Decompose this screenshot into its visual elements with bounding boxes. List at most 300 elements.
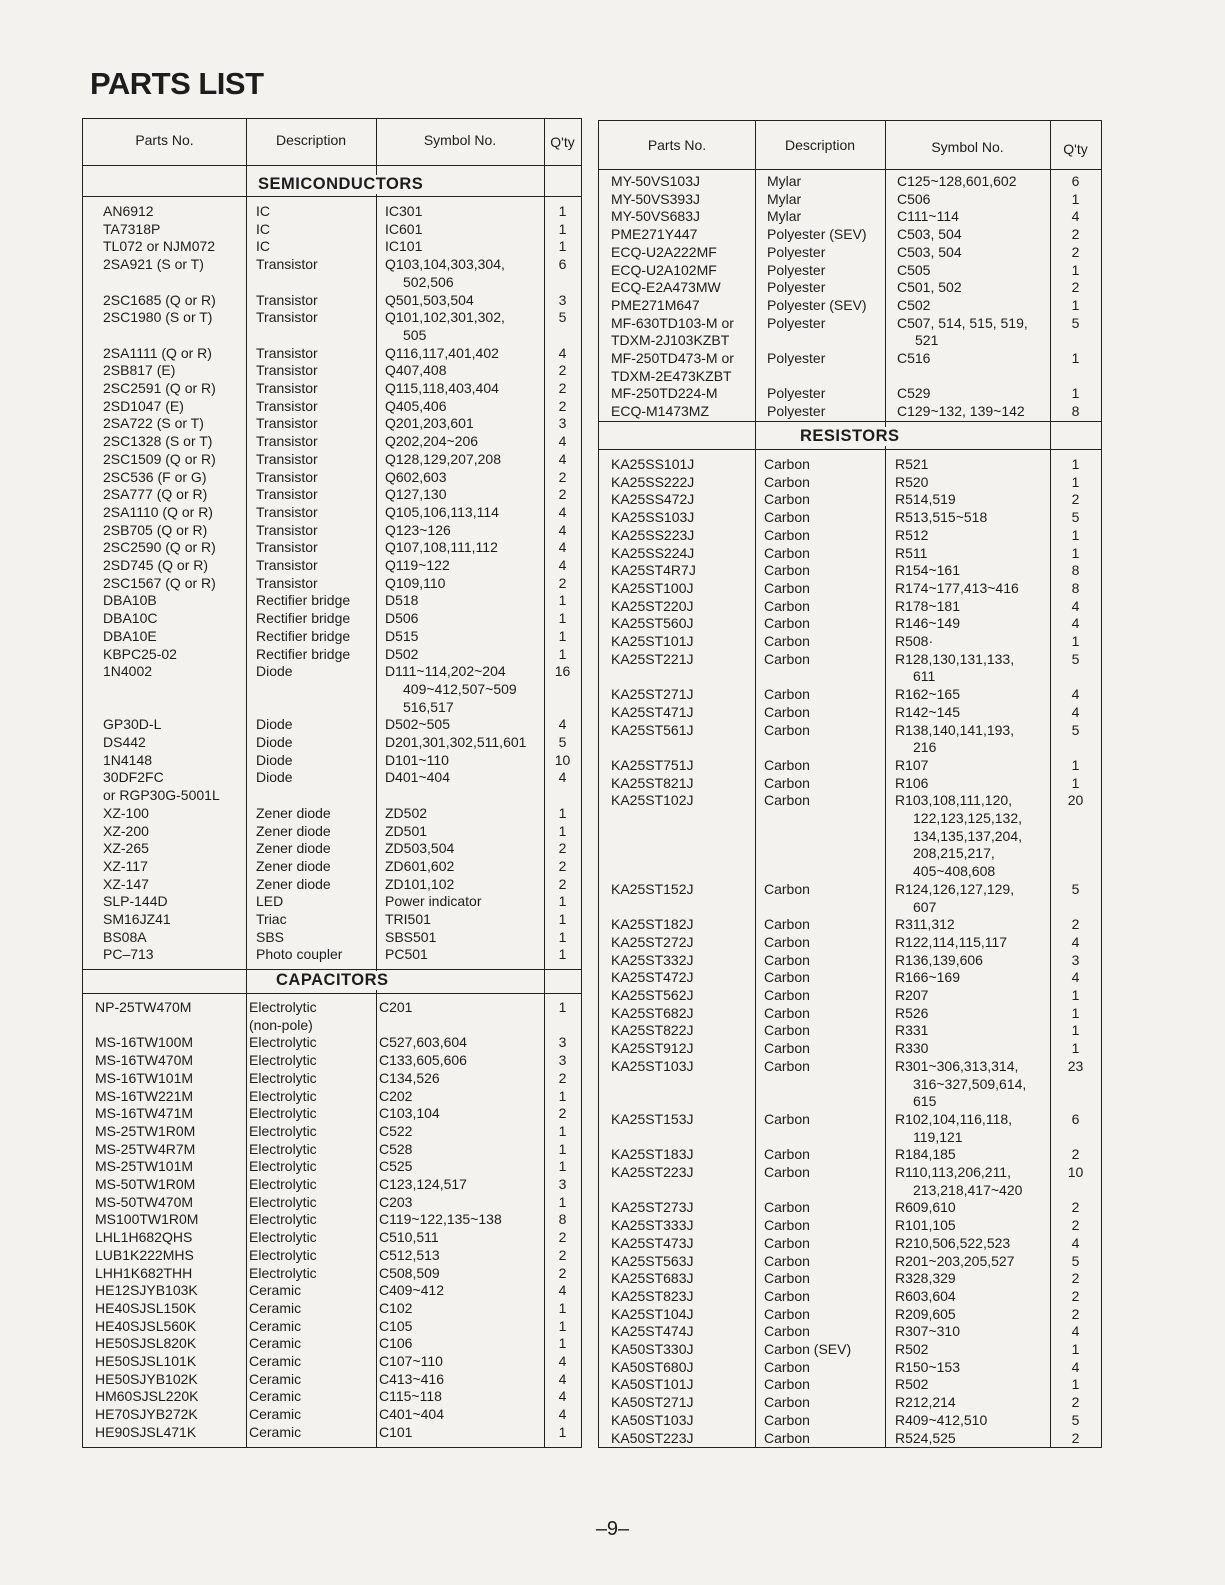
quantity-cell: 2 — [1071, 1217, 1080, 1234]
symbol-number-cell: R138,140,141,193, — [895, 721, 1015, 738]
table-row — [83, 238, 581, 256]
part-number-cell: KA25ST223J — [611, 1164, 694, 1180]
symbol-number-cell: D401~404 — [385, 769, 451, 786]
symbol-number-cell: R150~153 — [895, 1358, 961, 1375]
symbol-number-cell: C503, 504 — [897, 226, 962, 243]
part-number-cell: KA25ST823J — [611, 1287, 694, 1304]
symbol-number-cell: Q202,204~206 — [385, 433, 479, 450]
symbol-number-cell: R136,139,606 — [895, 951, 983, 968]
table-row — [599, 792, 1101, 810]
symbol-number-cell: 119,121 — [913, 1128, 963, 1145]
quantity-cell: 5 — [1071, 509, 1080, 526]
part-number-cell: 2SB817 (E) — [103, 362, 176, 379]
quantity-cell: 1 — [1071, 756, 1080, 773]
description-cell: Carbon — [764, 1287, 810, 1304]
symbol-number-cell: 607 — [913, 898, 937, 915]
description-cell: Transistor — [256, 521, 318, 538]
symbol-number-cell: C413~416 — [379, 1370, 445, 1387]
part-number-cell: XZ-100 — [103, 804, 149, 821]
description-cell: Carbon — [764, 1270, 810, 1287]
symbol-number-cell: C503, 504 — [897, 243, 962, 260]
section-capacitors: CAPACITORS — [273, 971, 392, 990]
description-cell: Electrolytic — [249, 1087, 317, 1104]
symbol-number-cell: R142~145 — [895, 703, 961, 720]
description-cell: Carbon — [764, 1199, 810, 1216]
part-number-cell: XZ-200 — [103, 822, 149, 839]
table-row — [83, 769, 581, 787]
symbol-number-cell: ZD503,504 — [385, 840, 455, 857]
table-row — [83, 805, 581, 823]
description-cell: Carbon — [764, 509, 810, 526]
quantity-cell: 4 — [1071, 703, 1080, 720]
symbol-number-cell: C105 — [379, 1317, 413, 1334]
quantity-cell: 1 — [1071, 774, 1080, 791]
description-cell: LED — [256, 893, 284, 910]
table-row — [83, 1211, 581, 1229]
quantity-cell: 1 — [558, 1193, 567, 1210]
part-number-cell: DS442 — [103, 734, 146, 750]
description-cell: IC — [256, 238, 270, 255]
table-row — [599, 350, 1101, 368]
quantity-cell: 1 — [1071, 296, 1080, 313]
symbol-number-cell: D506 — [385, 610, 419, 627]
table-row — [83, 575, 581, 593]
symbol-number-cell: C516 — [897, 350, 931, 366]
description-cell: Ceramic — [249, 1370, 302, 1387]
description-cell: Carbon — [764, 1217, 810, 1234]
part-number-cell: MY-50VS393J — [611, 190, 700, 207]
description-cell: Carbon — [764, 703, 810, 720]
quantity-cell: 1 — [1071, 633, 1080, 649]
quantity-cell: 1 — [1071, 1376, 1080, 1393]
description-cell: Zener diode — [256, 875, 331, 892]
description-cell: IC — [256, 220, 270, 237]
description-cell: Electrolytic — [249, 1193, 317, 1210]
description-cell: Ceramic — [249, 1299, 302, 1316]
description-cell: (non-pole) — [249, 1016, 313, 1033]
description-cell: Carbon — [764, 1252, 810, 1269]
description-cell: Carbon — [764, 1376, 810, 1393]
table-row — [599, 916, 1101, 934]
symbol-number-cell: R102,104,116,118, — [895, 1110, 1013, 1127]
symbol-number-cell: C201 — [379, 999, 413, 1015]
symbol-number-cell: C507, 514, 515, 519, — [897, 314, 1028, 331]
quantity-cell: 20 — [1067, 792, 1084, 809]
table-row — [83, 221, 581, 239]
part-number-cell: MF-250TD224-M — [611, 385, 718, 402]
symbol-number-cell: C106 — [379, 1335, 413, 1352]
quantity-cell: 5 — [558, 734, 567, 750]
part-number-cell: MS-16TW471M — [95, 1105, 194, 1122]
part-number-cell: 2SB705 (Q or R) — [103, 521, 208, 538]
description-cell: Carbon — [764, 1305, 810, 1322]
quantity-cell: 4 — [558, 1353, 567, 1369]
quantity-cell: 1 — [558, 627, 567, 644]
symbol-number-cell: Q103,104,303,304, — [385, 256, 505, 273]
header-quantity: Q'ty — [550, 134, 575, 150]
part-number-cell: LHH1K682THH — [95, 1264, 193, 1281]
quantity-cell: 5 — [558, 309, 567, 326]
part-number-cell: ECQ-E2A473MW — [611, 279, 721, 296]
table-row — [83, 1052, 581, 1070]
description-cell: Zener diode — [256, 857, 331, 874]
symbol-number-cell: C115~118 — [379, 1388, 442, 1405]
quantity-cell: 1 — [558, 645, 567, 662]
description-cell: Electrolytic — [249, 999, 317, 1015]
section-rule — [83, 969, 581, 970]
quantity-cell: 1 — [1071, 350, 1080, 366]
quantity-cell: 2 — [558, 380, 567, 396]
table-row — [599, 1306, 1101, 1324]
part-number-cell: LUB1K222MHS — [95, 1246, 194, 1263]
symbol-number-cell: D518 — [385, 592, 419, 609]
symbol-number-cell: C409~412 — [379, 1282, 445, 1299]
quantity-cell: 2 — [558, 1229, 567, 1246]
part-number-cell: MY-50VS683J — [611, 208, 700, 225]
description-cell: Carbon — [764, 951, 810, 968]
symbol-number-cell: 405~408,608 — [913, 863, 996, 880]
symbol-number-cell: R524,525 — [895, 1429, 956, 1446]
table-row — [599, 1022, 1101, 1040]
symbol-number-cell: Q119~122 — [385, 557, 450, 573]
quantity-cell: 2 — [1071, 1394, 1080, 1411]
table-row — [599, 244, 1101, 262]
header-rule — [83, 165, 581, 166]
table-row — [599, 828, 1101, 846]
symbol-number-cell: R330 — [895, 1040, 929, 1057]
part-number-cell: AN6912 — [103, 203, 154, 219]
quantity-cell: 4 — [1071, 1234, 1080, 1251]
part-number-cell: KA25SS224J — [611, 544, 695, 561]
quantity-cell: 2 — [558, 875, 567, 892]
part-number-cell: ECQ-U2A222MF — [611, 243, 717, 260]
part-number-cell: KA25ST183J — [611, 1146, 694, 1163]
quantity-cell: 2 — [1071, 1146, 1080, 1163]
table-row — [83, 539, 581, 557]
symbol-number-cell: 213,218,417~420 — [913, 1181, 1023, 1198]
description-cell: Triac — [256, 911, 287, 927]
part-number-cell: KA25ST182J — [611, 916, 694, 933]
part-number-cell: 30DF2FC — [103, 769, 164, 786]
symbol-number-cell: Q101,102,301,302, — [385, 309, 505, 326]
quantity-cell: 1 — [558, 203, 567, 219]
part-number-cell: KA25ST220J — [611, 597, 694, 614]
description-cell: Transistor — [256, 380, 318, 396]
symbol-number-cell: R520 — [895, 473, 929, 490]
part-number-cell: 1N4002 — [103, 663, 153, 680]
table-row — [599, 863, 1101, 881]
quantity-cell: 3 — [558, 291, 567, 308]
quantity-cell: 1 — [1071, 190, 1080, 207]
symbol-number-cell: IC301 — [385, 203, 423, 219]
symbol-number-cell: 216 — [913, 739, 937, 756]
quantity-cell: 1 — [558, 1087, 567, 1104]
part-number-cell: KA25ST821J — [611, 774, 694, 791]
part-number-cell: MF-250TD473-M or — [611, 350, 734, 366]
symbol-number-cell: R502 — [895, 1376, 929, 1393]
quantity-cell: 1 — [558, 999, 567, 1015]
symbol-number-cell: 316~327,509,614, — [913, 1075, 1027, 1092]
description-cell: Carbon — [764, 1394, 810, 1411]
table-row — [599, 1359, 1101, 1377]
symbol-number-cell: R154~161 — [895, 562, 961, 579]
symbol-number-cell: Q201,203,601 — [385, 415, 474, 432]
symbol-number-cell: PC501 — [385, 946, 428, 963]
description-cell: Transistor — [256, 486, 318, 503]
quantity-cell: 5 — [1071, 1252, 1080, 1269]
quantity-cell: 1 — [1071, 261, 1080, 278]
table-row — [599, 208, 1101, 226]
table-row — [83, 663, 581, 681]
symbol-number-cell: C134,526 — [379, 1069, 440, 1086]
quantity-cell: 4 — [558, 539, 567, 556]
symbol-number-cell: D515 — [385, 627, 419, 644]
description-cell: Carbon — [764, 1040, 810, 1057]
symbol-number-cell: D502~505 — [385, 716, 451, 733]
part-number-cell: KA25ST221J — [611, 650, 694, 667]
table-row — [599, 1005, 1101, 1023]
quantity-cell: 1 — [558, 911, 567, 927]
part-number-cell: 2SC1567 (Q or R) — [103, 574, 216, 591]
table-row — [83, 1194, 581, 1212]
table-row — [83, 415, 581, 433]
symbol-number-cell: C508,509 — [379, 1264, 440, 1281]
table-row — [83, 1070, 581, 1088]
table-row — [599, 1076, 1101, 1094]
quantity-cell: 4 — [1071, 615, 1080, 632]
quantity-cell: 1 — [558, 822, 567, 839]
part-number-cell: PC–713 — [103, 946, 154, 963]
quantity-cell: 4 — [1071, 597, 1080, 614]
description-cell: Ceramic — [249, 1423, 302, 1440]
description-cell: Transistor — [256, 362, 318, 379]
quantity-cell: 1 — [1071, 1004, 1080, 1021]
description-cell: Polyester — [767, 403, 826, 420]
symbol-number-cell: D101~110 — [385, 751, 449, 768]
header-description: Description — [784, 137, 856, 153]
description-cell: Transistor — [256, 415, 318, 432]
description-cell: Electrolytic — [249, 1034, 317, 1051]
table-row — [599, 509, 1101, 527]
description-cell: Carbon — [764, 721, 810, 738]
description-cell: Diode — [256, 734, 293, 750]
part-number-cell: MS-16TW221M — [95, 1087, 194, 1104]
symbol-number-cell: 134,135,137,204, — [913, 827, 1022, 844]
part-number-cell: 2SC2590 (Q or R) — [103, 539, 216, 556]
quantity-cell: 1 — [1071, 1341, 1080, 1357]
quantity-cell: 3 — [558, 1176, 567, 1192]
part-number-cell: 2SC2591 (Q or R) — [103, 380, 216, 396]
symbol-number-cell: C501, 502 — [897, 279, 962, 296]
part-number-cell: KA25ST4R7J — [611, 562, 696, 579]
symbol-number-cell: C125~128,601,602 — [897, 173, 1017, 189]
description-cell: Transistor — [256, 503, 318, 520]
symbol-number-cell: R201~203,205,527 — [895, 1252, 1015, 1269]
quantity-cell: 2 — [1071, 491, 1080, 508]
symbol-number-cell: R511 — [895, 544, 928, 561]
table-row — [599, 1323, 1101, 1341]
table-row — [599, 598, 1101, 616]
table-row — [599, 297, 1101, 315]
quantity-cell: 1 — [558, 804, 567, 821]
table-row — [83, 610, 581, 628]
symbol-number-cell: C522 — [379, 1122, 413, 1139]
quantity-cell: 5 — [1071, 880, 1080, 897]
part-number-cell: ECQ-U2A102MF — [611, 261, 717, 278]
symbol-number-cell: IC101 — [385, 238, 423, 255]
symbol-number-cell: Q123~126 — [385, 521, 451, 538]
quantity-cell: 3 — [558, 1052, 567, 1069]
quantity-cell: 4 — [558, 557, 567, 573]
quantity-cell: 1 — [1071, 987, 1080, 1003]
part-number-cell: HE70SJYB272K — [95, 1406, 198, 1423]
part-number-cell: MS-16TW470M — [95, 1052, 194, 1069]
quantity-cell: 4 — [558, 450, 567, 467]
quantity-cell: 1 — [1071, 385, 1080, 402]
description-cell: Transistor — [256, 344, 318, 361]
symbol-number-cell: 502,506 — [403, 273, 454, 290]
description-cell: Carbon — [764, 933, 810, 950]
part-number-cell: KA25ST912J — [611, 1040, 694, 1057]
symbol-number-cell: ZD502 — [385, 804, 428, 821]
part-number-cell: GP30D-L — [103, 716, 162, 733]
page-number: –9– — [595, 1518, 630, 1540]
part-number-cell: ECQ-M1473MZ — [611, 403, 710, 420]
description-cell: Electrolytic — [249, 1122, 317, 1139]
part-number-cell: HE90SJSL471K — [95, 1423, 197, 1440]
table-row — [83, 486, 581, 504]
symbol-number-cell: C133,605,606 — [379, 1052, 467, 1069]
description-cell: Mylar — [767, 173, 802, 189]
symbol-number-cell: C529 — [897, 385, 931, 402]
symbol-number-cell: ZD501 — [385, 822, 428, 839]
description-cell: Polyester (SEV) — [767, 296, 867, 313]
table-row — [83, 1105, 581, 1123]
table-row — [599, 1040, 1101, 1058]
table-row — [83, 504, 581, 522]
description-cell: Carbon — [764, 456, 810, 472]
description-cell: SBS — [256, 928, 285, 945]
table-row — [83, 362, 581, 380]
table-row — [83, 734, 581, 752]
description-cell: Transistor — [256, 468, 318, 485]
table-row — [599, 775, 1101, 793]
table-row — [83, 876, 581, 894]
part-number-cell: 2SA1110 (Q or R) — [103, 503, 213, 520]
quantity-cell: 6 — [1071, 1110, 1080, 1127]
description-cell: Carbon — [764, 1234, 810, 1251]
table-row — [83, 1247, 581, 1265]
description-cell: Carbon — [764, 756, 810, 773]
symbol-number-cell: C129~132, 139~142 — [897, 403, 1025, 420]
description-cell: Electrolytic — [249, 1264, 317, 1281]
quantity-cell: 2 — [1071, 279, 1080, 296]
table-row — [599, 562, 1101, 580]
symbol-number-cell: 615 — [913, 1093, 937, 1110]
symbol-number-cell: SBS501 — [385, 928, 437, 945]
description-cell: Electrolytic — [249, 1105, 317, 1122]
description-cell: Transistor — [256, 539, 318, 556]
symbol-number-cell: 521 — [915, 332, 939, 349]
table-row — [599, 1288, 1101, 1306]
quantity-cell: 5 — [1071, 1411, 1080, 1428]
part-number-cell: PME271M647 — [611, 296, 700, 313]
symbol-number-cell: 505 — [403, 326, 427, 343]
table-row — [83, 628, 581, 646]
description-cell: Carbon — [764, 792, 810, 809]
table-row — [83, 398, 581, 416]
table-row — [599, 1253, 1101, 1271]
header-rule — [599, 169, 1101, 170]
part-number-cell: 2SC1685 (Q or R) — [103, 291, 216, 308]
header-symbol-no: Symbol No. — [931, 139, 1004, 155]
description-cell: Ceramic — [249, 1317, 302, 1334]
part-number-cell: TDXM-2E473KZBT — [611, 367, 732, 384]
quantity-cell: 5 — [1071, 721, 1080, 738]
table-row — [83, 1034, 581, 1052]
symbol-number-cell: 516,517 — [403, 698, 454, 715]
table-row — [83, 1424, 581, 1442]
table-row — [83, 893, 581, 911]
symbol-number-cell: IC601 — [385, 220, 423, 237]
symbol-number-cell: C512,513 — [379, 1246, 440, 1263]
description-cell: Ceramic — [249, 1406, 302, 1423]
part-number-cell: KA25ST272J — [611, 933, 694, 950]
symbol-number-cell: Q116,117,401,402 — [385, 344, 499, 361]
part-number-cell: KA50ST223J — [611, 1429, 694, 1446]
section-rule — [83, 196, 581, 197]
quantity-cell: 1 — [558, 1122, 567, 1139]
quantity-cell: 8 — [1071, 403, 1080, 420]
table-row — [83, 911, 581, 929]
part-number-cell: KA25ST682J — [611, 1004, 694, 1021]
table-row — [83, 646, 581, 664]
table-row — [83, 451, 581, 469]
table-row — [599, 385, 1101, 403]
table-row — [83, 274, 581, 292]
part-number-cell: MS-50TW470M — [95, 1193, 194, 1210]
quantity-cell: 3 — [1071, 951, 1080, 968]
table-row — [83, 699, 581, 717]
part-number-cell: KA50ST103J — [611, 1411, 694, 1428]
left-parts-table — [82, 118, 582, 1448]
table-row — [599, 668, 1101, 686]
description-cell: Carbon — [764, 916, 810, 933]
part-number-cell: KA25SS103J — [611, 509, 695, 526]
table-row — [599, 1430, 1101, 1448]
table-row — [83, 1141, 581, 1159]
quantity-cell: 1 — [1071, 526, 1080, 543]
description-cell: Carbon — [764, 633, 810, 649]
part-number-cell: KA25ST563J — [611, 1252, 694, 1269]
section-rule — [83, 993, 581, 994]
part-number-cell: 1N4148 — [103, 751, 153, 768]
symbol-number-cell: R210,506,522,523 — [895, 1234, 1011, 1251]
symbol-number-cell: C101 — [379, 1423, 413, 1440]
description-cell: Diode — [256, 769, 293, 786]
part-number-cell: KA25ST101J — [611, 633, 694, 649]
part-number-cell: MS-25TW4R7M — [95, 1140, 196, 1157]
part-number-cell: XZ-265 — [103, 840, 149, 857]
quantity-cell: 2 — [558, 1246, 567, 1263]
symbol-number-cell: Power indicator — [385, 893, 482, 910]
description-cell: Rectifier bridge — [256, 645, 351, 662]
table-row — [599, 1146, 1101, 1164]
quantity-cell: 2 — [558, 1105, 567, 1122]
description-cell: Zener diode — [256, 804, 331, 821]
part-number-cell: HE50SJSL101K — [95, 1353, 197, 1369]
table-row — [599, 1412, 1101, 1430]
